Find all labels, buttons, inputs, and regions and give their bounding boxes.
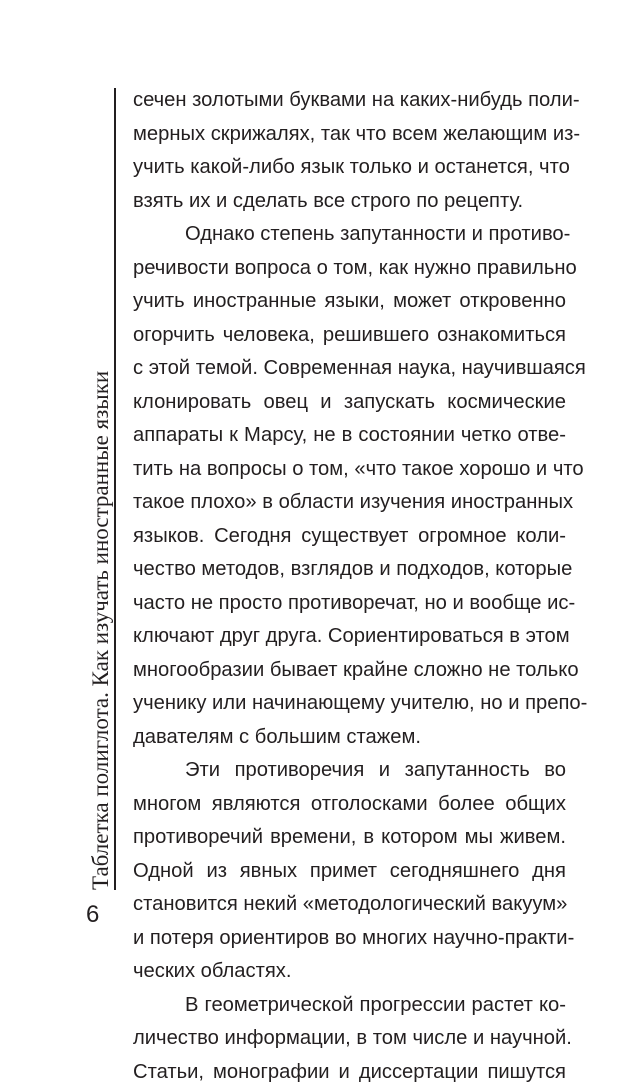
text-line: многом являются отголосками более общих bbox=[133, 788, 566, 822]
text-line: чество методов, взглядов и подходов, которые bbox=[133, 553, 566, 587]
text-line: учить какой-либо язык только и останется, что bbox=[133, 151, 566, 185]
text-line: и потеря ориентиров во многих научно-практи- bbox=[133, 922, 566, 956]
text-line: становится некий «методологический вакуум» bbox=[133, 888, 566, 922]
text-line: огорчить человека, решившего ознакомиться bbox=[133, 319, 566, 353]
vertical-rule bbox=[114, 88, 116, 890]
body-text bbox=[133, 84, 566, 1089]
text-line: такое плохо» в области изучения иностранных bbox=[133, 486, 566, 520]
text-line: часто не просто противоречат, но и вообще ис- bbox=[133, 587, 566, 621]
text-line: противоречий времени, в котором мы живем. bbox=[133, 821, 566, 855]
text-line: учить иностранные языки, может откровенно bbox=[133, 285, 566, 319]
text-line: ученику или начинающему учителю, но и препо- bbox=[133, 687, 566, 721]
text-line: В геометрической прогрессии растет ко- bbox=[133, 989, 566, 1023]
text-line: Статьи, монографии и диссертации пишутся bbox=[133, 1056, 566, 1089]
text-line: давателям с большим стажем. bbox=[133, 721, 566, 755]
text-line: тить на вопросы о том, «что такое хорошо и что bbox=[133, 453, 566, 487]
text-line: мерных скрижалях, так что всем желающим из- bbox=[133, 118, 566, 152]
text-line: многообразии бывает крайне сложно не только bbox=[133, 654, 566, 688]
text-line: речивости вопроса о том, как нужно правильно bbox=[133, 252, 566, 286]
running-head: Таблетка полиглота. Как изучать иностранные языки bbox=[86, 90, 116, 890]
text-line: с этой темой. Современная наука, научившаяся bbox=[133, 352, 566, 386]
text-line: сечен золотыми буквами на каких-нибудь поли- bbox=[133, 84, 566, 118]
text-line: языков. Сегодня существует огромное коли- bbox=[133, 520, 566, 554]
text-line: Однако степень запутанности и противо- bbox=[133, 218, 566, 252]
text-line: аппараты к Марсу, не в состоянии четко отве- bbox=[133, 419, 566, 453]
text-line: ключают друг друга. Сориентироваться в этом bbox=[133, 620, 566, 654]
text-line: ческих областях. bbox=[133, 955, 566, 989]
text-line: взять их и сделать все строго по рецепту. bbox=[133, 185, 566, 219]
text-line: Эти противоречия и запутанность во bbox=[133, 754, 566, 788]
text-line: клонировать овец и запускать космические bbox=[133, 386, 566, 420]
text-line: личество информации, в том числе и научной. bbox=[133, 1022, 566, 1056]
text-line: Одной из явных примет сегодняшнего дня bbox=[133, 855, 566, 889]
page-number: 6 bbox=[86, 900, 99, 930]
